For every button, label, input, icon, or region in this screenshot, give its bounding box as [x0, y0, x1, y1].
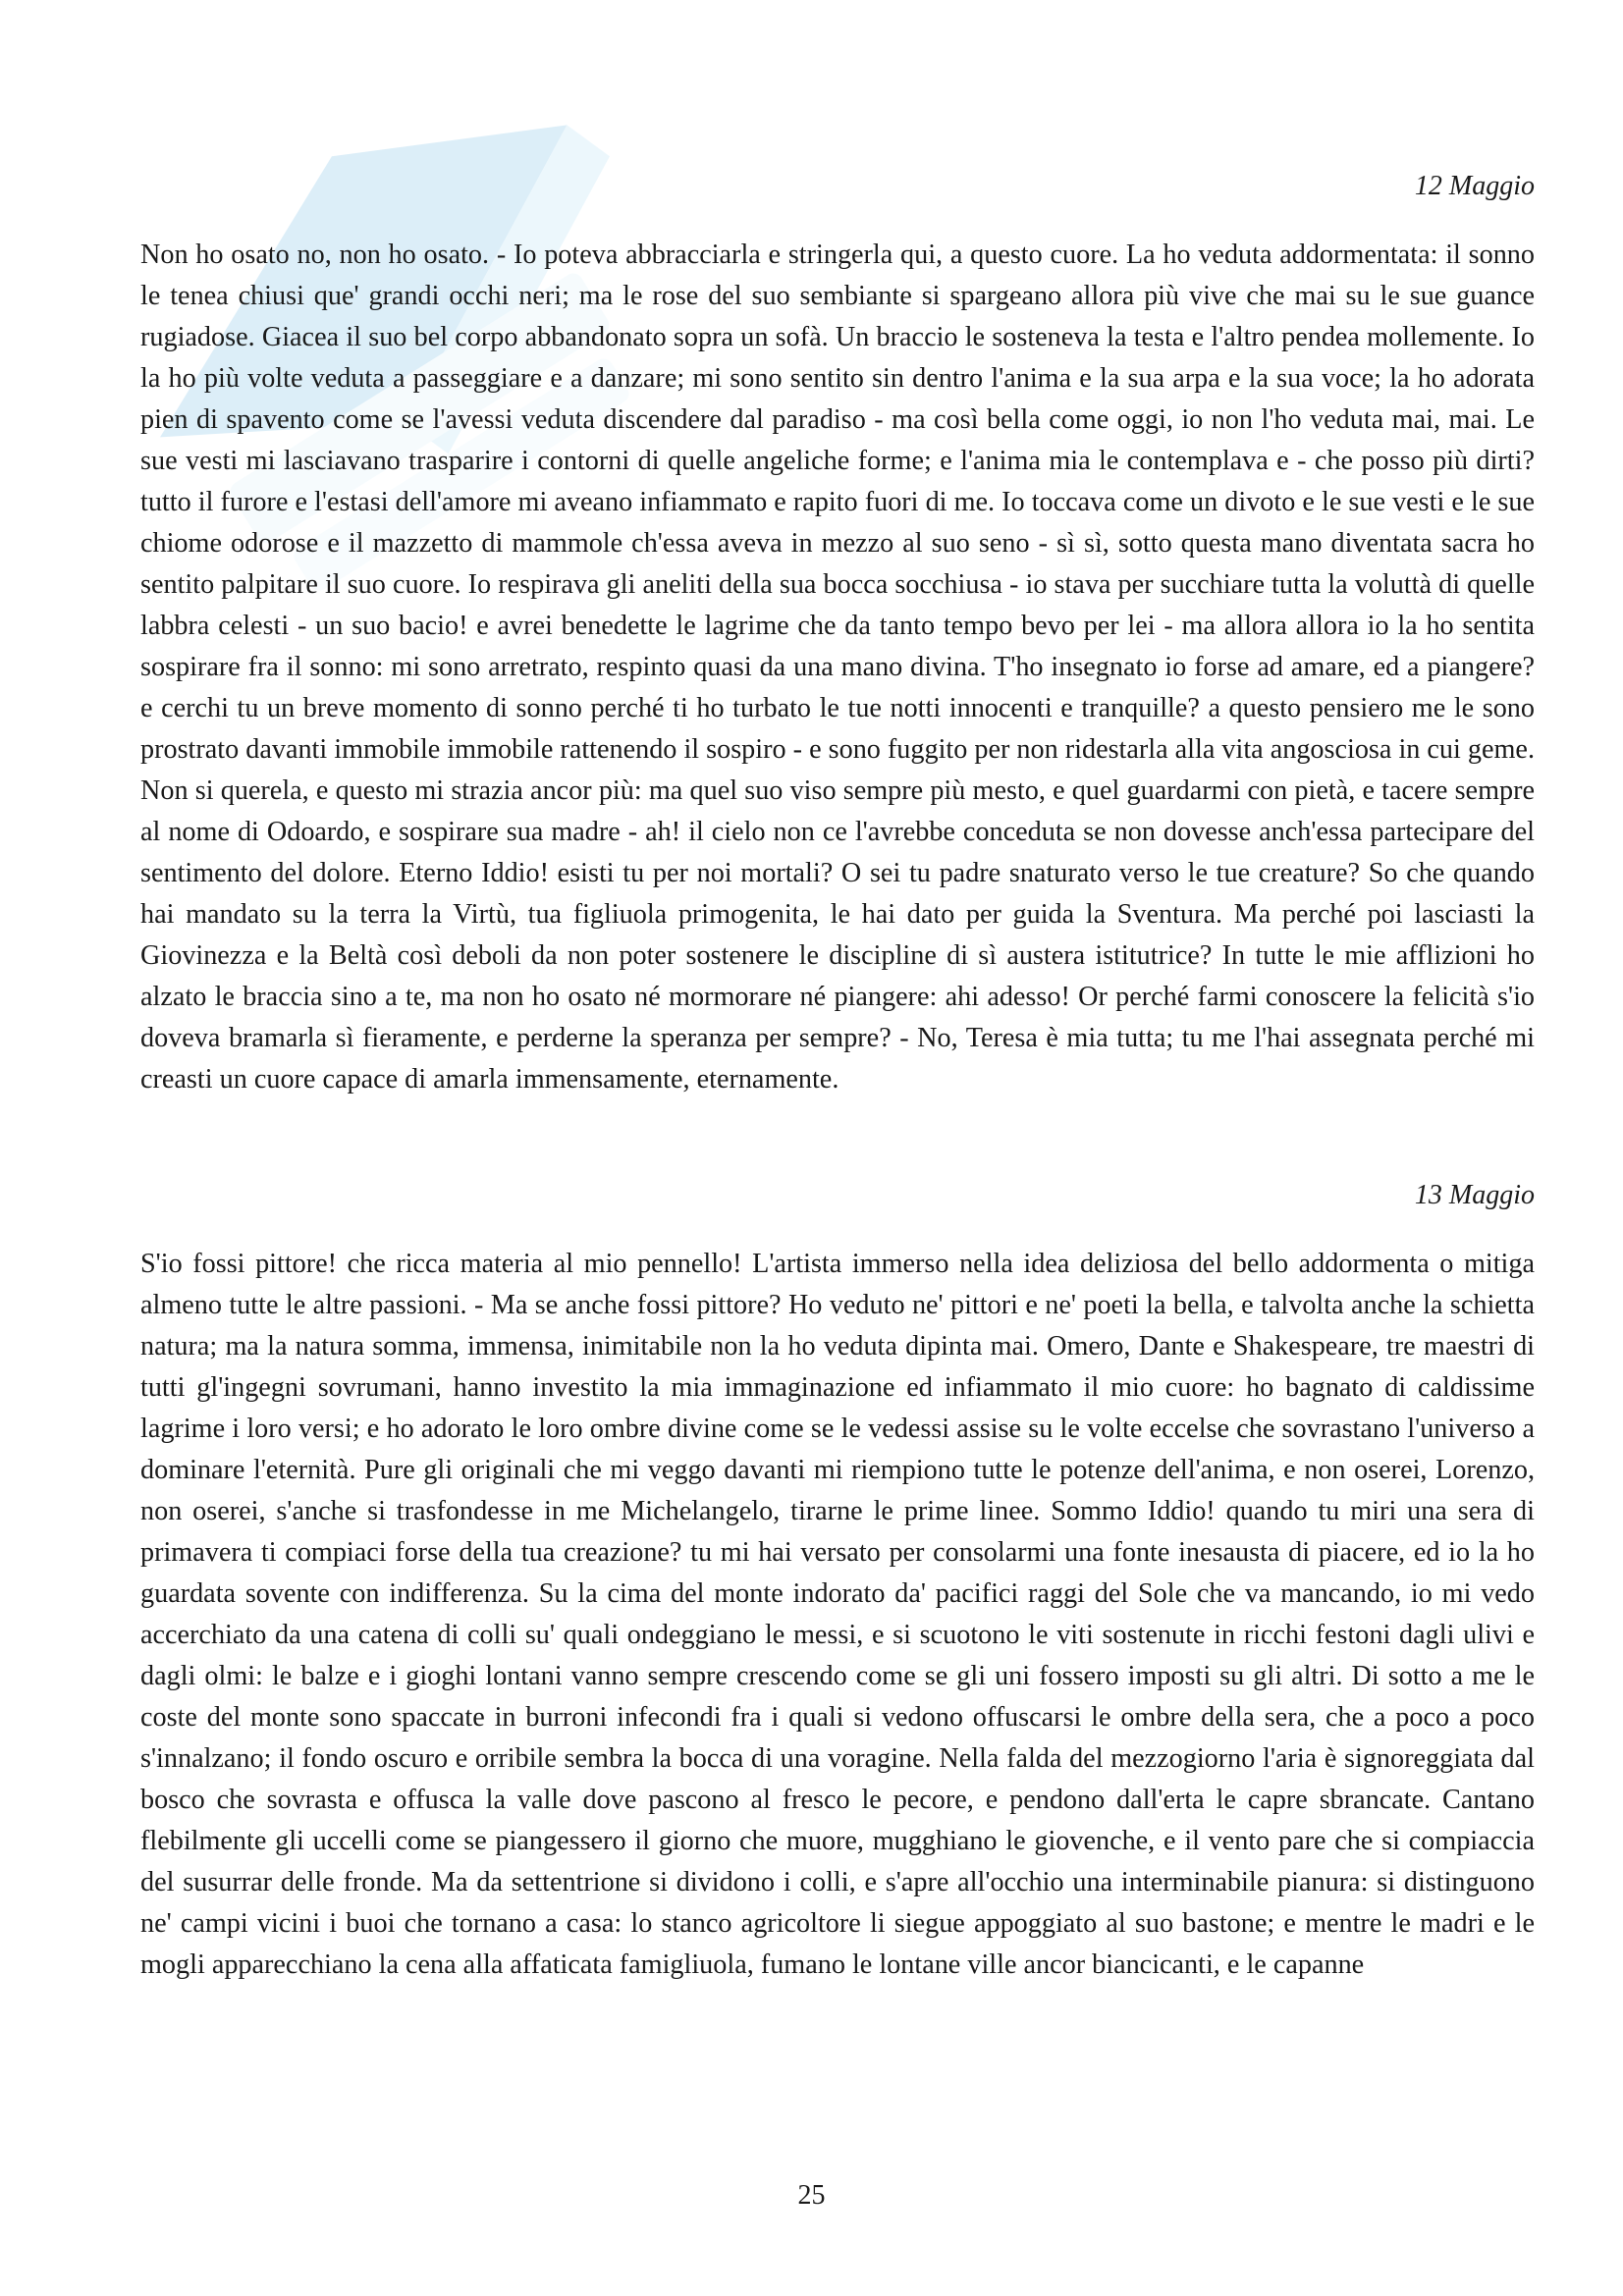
page-content [140, 0, 1535, 1986]
letter-body: S'io fossi pittore! che ricca materia al mio pennello! L'artista immerso nella idea deliziosa del bello addormenta o mitiga almeno tutte le altre passioni. - Ma se anche fossi pittore? Ho veduto ne' pittori e ne' poeti la bella, e talvolta anche la schietta natura; ma la natura somma, immensa, inimitabile non la ho veduta dipinta mai. Omero, Dante e Shakespeare, tre maestri di tutti gl'ingegni sovrumani, hanno investito la mia immaginazione ed infiammato il mio cuore: ho bagnato di caldissime lagrime i loro versi; e ho adorato le loro ombre divine come se le vedessi assise su le volte eccelse che sovrastano l'universo a dominare l'eternità. Pure gli originali che mi veggo davanti mi riempiono tutte le potenze dell'anima, e non oserei, Lorenzo, non oserei, s'anche si trasfondesse in me Michelangelo, tirarne le prime linee. Sommo Iddio! quando tu miri una sera di primavera ti compiaci forse della tua creazione? tu mi hai versato per consolarmi una fonte inesausta di piacere, ed io la ho guardata sovente con indifferenza. Su la cima del monte indorato da' pacifici raggi del Sole che va mancando, io mi vedo accerchiato da una catena di colli su' quali ondeggiano le messi, e si scuotono le viti sostenute in ricchi festoni dagli ulivi e dagli olmi: le balze e i gioghi lontani vanno sempre crescendo come se gli uni fossero imposti su gli altri. Di sotto a me le coste del monte sono spaccate in burroni infecondi fra i quali si vedono offuscarsi le ombre della sera, che a poco a poco s'innalzano; il fondo oscuro e orribile sembra la bocca di una voragine. Nella falda del mezzogiorno l'aria è signoreggiata dal bosco che sovrasta e offusca la valle dove pascono al fresco le pecore, e pendono dall'erta le capre sbrancate. Cantano flebilmente gli uccelli come se piangessero il giorno che muore, mugghiano le giovenche, e il vento pare che si compiaccia del susurrar delle fronde. Ma da settentrione si dividono i colli, e s'apre all'occhio una interminabile pianura: si distinguono ne' campi vicini i buoi che tornano a casa: lo stanco agricoltore li siegue appoggiato al suo bastone; e mentre le madri e le mogli apparecchiano la cena alla affaticata famigliuola, fumano le lontane ville ancor biancicanti, e le capanne [140, 1249, 1535, 1980]
letter-date: 12 Maggio [1414, 171, 1535, 201]
letter-date: 13 Maggio [1414, 1180, 1535, 1210]
page-number: 25 [797, 2180, 826, 2211]
letter-body: Non ho osato no, non ho osato. - Io poteva abbracciarla e stringerla qui, a questo cuore. La ho veduta addormentata: il sonno le tenea chiusi que' grandi occhi neri; ma le rose del suo sembiante si spargeano allora più vive che mai su le sue guance rugiadose. Giacea il suo bel corpo abbandonato sopra un sofà. Un braccio le sosteneva la testa e l'altro pendea mollemente. Io la ho più volte veduta a passeggiare e a danzare; mi sono sentito sin dentro l'anima e la sua arpa e la sua voce; la ho adorata pien di spavento come se l'avessi veduta discendere dal paradiso - ma così bella come oggi, io non l'ho veduta mai, mai. Le sue vesti mi lasciavano trasparire i contorni di quelle angeliche forme; e l'anima mia le contemplava e - che posso più dirti? tutto il furore e l'estasi dell'amore mi aveano infiammato e rapito fuori di me. Io toccava come un divoto e le sue vesti e le sue chiome odorose e il mazzetto di mammole ch'essa aveva in mezzo al suo seno - sì sì, sotto questa mano diventata sacra ho sentito palpitare il suo cuore. Io respirava gli aneliti della sua bocca socchiusa - io stava per succhiare tutta la voluttà di quelle labbra celesti - un suo bacio! e avrei benedette le lagrime che da tanto tempo bevo per lei - ma allora allora io la ho sentita sospirare fra il sonno: mi sono arretrato, respinto quasi da una mano divina. T'ho insegnato io forse ad amare, ed a piangere? e cerchi tu un breve momento di sonno perché ti ho turbato le tue notti innocenti e tranquille? a questo pensiero me le sono prostrato davanti immobile immobile rattenendo il sospiro - e sono fuggito per non ridestarla alla vita angosciosa in cui geme. Non si querela, e questo mi strazia ancor più: ma quel suo viso sempre più mesto, e quel guardarmi con pietà, e tacere sempre al nome di Odoardo, e sospirare sua madre - ah! il cielo non ce l'avrebbe conceduta se non dovesse anch'essa partecipare del sentimento del dolore. Eterno Iddio! esisti tu per noi mortali? O sei tu padre snaturato verso le tue creature? So che quando hai mandato su la terra la Virtù, tua figliuola primogenita, le hai dato per guida la Sventura. Ma perché poi lasciasti la Giovinezza e la Beltà così deboli da non poter sostenere le discipline di sì austera istitutrice? In tutte le mie afflizioni ho alzato le braccia sino a te, ma non ho osato né mormorare né piangere: ahi adesso! Or perché farmi conoscere la felicità s'io doveva bramarla sì fieramente, e perderne la speranza per sempre? - No, Teresa è mia tutta; tu me l'hai assegnata perché mi creasti un cuore capace di amarla immensamente, eternamente. [140, 240, 1535, 1095]
